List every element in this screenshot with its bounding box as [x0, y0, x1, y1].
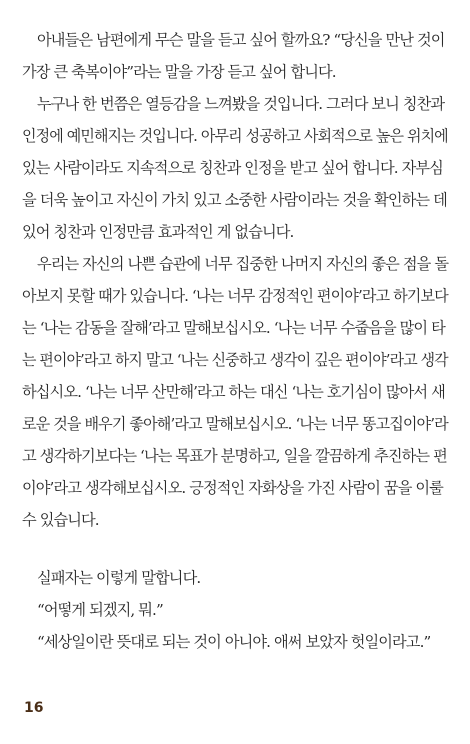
paragraph-3-line-2: 아보지 못할 때가 있습니다. ‘나는 너무 감정적인 편이야’라고 하기보다	[22, 287, 448, 305]
paragraph-3-line-3: 는 ‘나는 감동을 잘해’라고 말해보십시오. ‘나는 너무 수줍음을 많이 타	[22, 319, 445, 337]
paragraph-3-line-4: 는 편이야’라고 하지 말고 ‘나는 신중하고 생각이 깊은 편이야’라고 생각	[22, 351, 448, 369]
paragraph-3-line-7: 고 생각하기보다는 ‘나는 목표가 분명하고, 일을 깔끔하게 추진하는 편	[22, 447, 447, 465]
paragraph-3-line-9: 수 있습니다.	[22, 511, 99, 529]
paragraph-1-line-2: 가장 큰 축복이야”라는 말을 가장 듣고 싶어 합니다.	[22, 63, 336, 81]
paragraph-2-line-2: 인정에 예민해지는 것입니다. 아무리 성공하고 사회적으로 높은 위치에	[22, 127, 448, 145]
paragraph-3-line-6: 로운 것을 배우기 좋아해’라고 말해보십시오. ‘나는 너무 똥고집이야’라	[22, 415, 448, 433]
paragraph-3-line-1: 우리는 자신의 나쁜 습관에 너무 집중한 나머지 자신의 좋은 점을 돌	[37, 255, 449, 273]
quote-line-1: “어떻게 되겠지, 뭐.”	[37, 601, 163, 619]
paragraph-3-line-8: 이야’라고 생각해보십시오. 긍정적인 자화상을 가진 사람이 꿈을 이룰	[22, 479, 443, 497]
quote-line-2: “세상일이란 뜻대로 되는 것이 아니야. 애써 보았자 헛일이라고.”	[37, 633, 431, 651]
paragraph-2-line-3: 있는 사람이라도 지속적으로 칭찬과 인정을 받고 싶어 합니다. 자부심	[22, 159, 443, 177]
paragraph-2-line-4: 을 더욱 높이고 자신이 가치 있고 소중한 사람이라는 것을 확인하는 데	[22, 191, 447, 209]
paragraph-3-line-5: 하십시오. ‘나는 너무 산만해’라고 하는 대신 ‘나는 호기심이 많아서 새	[22, 383, 445, 401]
paragraph-4-line-1: 실패자는 이렇게 말합니다.	[37, 569, 201, 587]
paragraph-1-line-1: 아내들은 남편에게 무슨 말을 듣고 싶어 할까요? “당신을 만난 것이	[37, 31, 445, 49]
paragraph-2-line-5: 있어 칭찬과 인정만큼 효과적인 게 없습니다.	[22, 223, 294, 241]
page-number: 16	[24, 700, 44, 716]
paragraph-2-line-1: 누구나 한 번쯤은 열등감을 느껴봤을 것입니다. 그러다 보니 칭찬과	[37, 95, 445, 113]
